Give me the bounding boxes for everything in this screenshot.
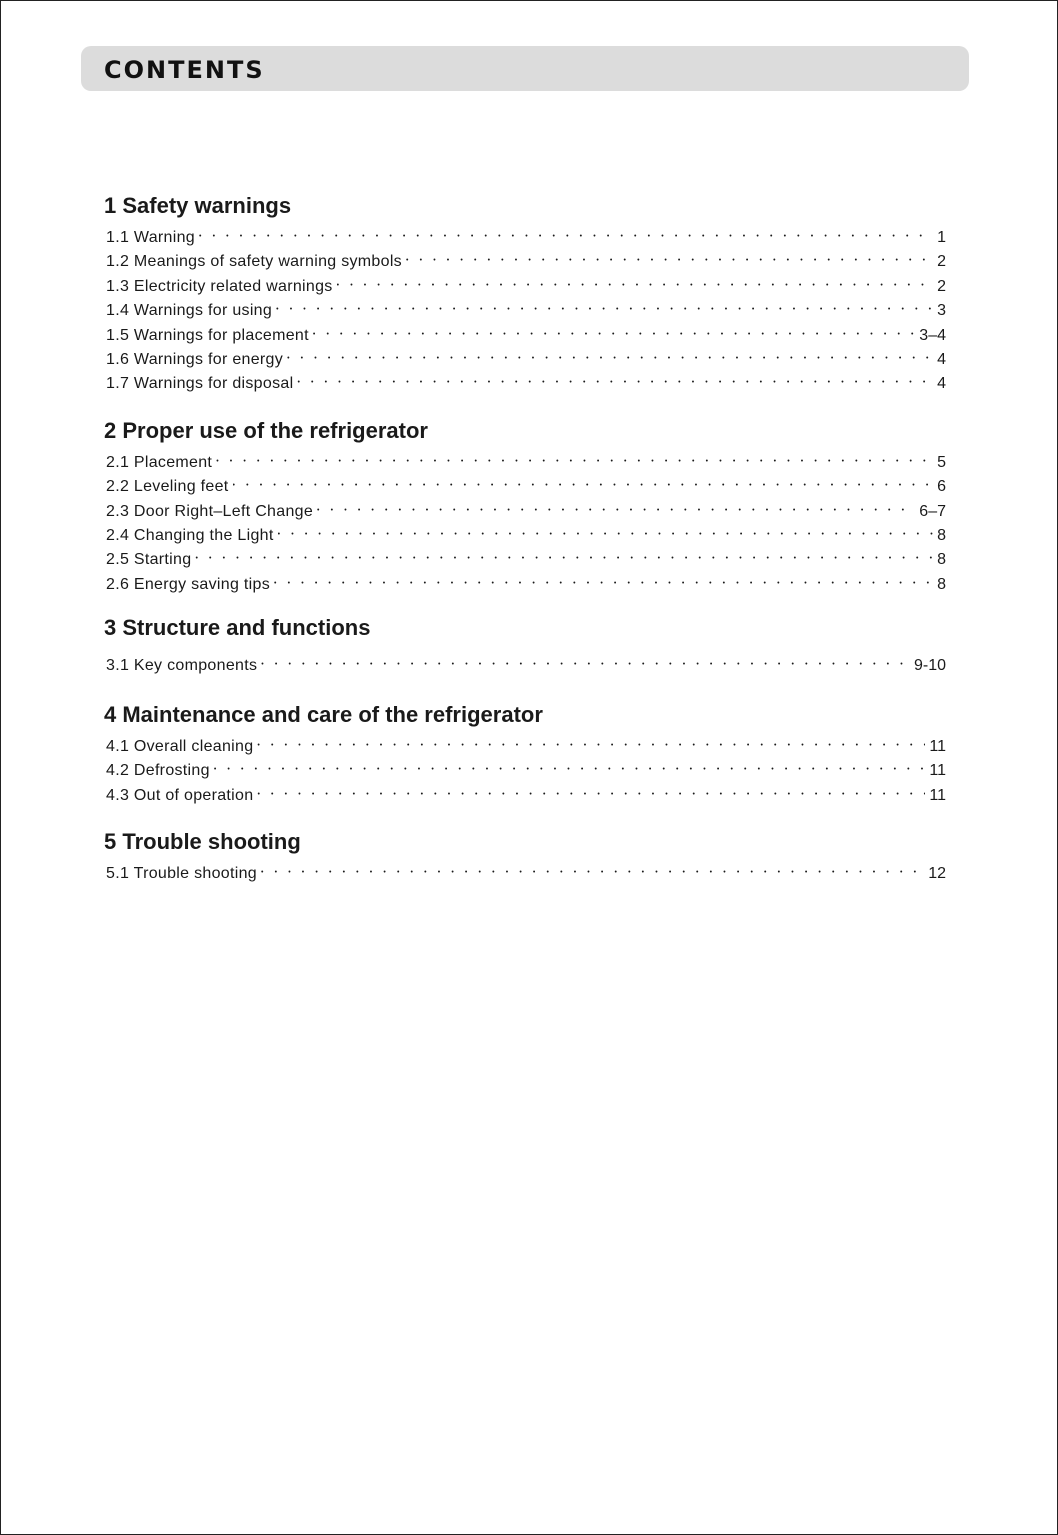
entry-page-number: 3–4 xyxy=(919,326,946,344)
entry-label: 1.3 Electricity related warnings xyxy=(106,277,333,295)
toc-entry[interactable] xyxy=(104,863,946,887)
dot-leader xyxy=(406,248,933,271)
entry-page-number: 11 xyxy=(929,786,946,804)
entry-page-number: 6–7 xyxy=(919,502,946,520)
entry-label: 4.1 Overall cleaning xyxy=(106,737,254,755)
dot-leader xyxy=(195,546,933,569)
toc-entry[interactable] xyxy=(104,785,946,809)
dot-leader xyxy=(199,224,933,247)
entry-page-number: 3 xyxy=(937,302,946,320)
entry-page-number: 8 xyxy=(937,551,946,569)
entry-label: 1.1 Warning xyxy=(106,229,195,246)
entry-label: 2.1 Placement xyxy=(106,453,213,471)
dot-leader xyxy=(297,370,933,393)
dot-leader xyxy=(317,498,915,521)
entry-page-number: 2 xyxy=(937,253,946,271)
entry-label: 1.5 Warnings for placement xyxy=(106,326,309,344)
dot-leader xyxy=(216,449,933,472)
entry-page-number: 8 xyxy=(937,575,946,593)
section-heading: 3 Structure and functions xyxy=(104,615,371,641)
entry-page-number: 5 xyxy=(937,453,946,471)
entry-label: 4.2 Defrosting xyxy=(106,762,210,780)
entry-page-number: 11 xyxy=(929,737,946,755)
entry-page-number: 1 xyxy=(937,229,946,246)
section-heading: 2 Proper use of the refrigerator xyxy=(104,417,428,443)
toc-entry[interactable] xyxy=(104,574,946,598)
dot-leader xyxy=(276,297,933,320)
entry-label: 1.4 Warnings for using xyxy=(106,302,273,320)
entry-label: 1.6 Warnings for energy xyxy=(106,351,284,369)
toc-section-maintenance xyxy=(104,700,946,809)
entry-page-number: 8 xyxy=(937,527,946,545)
entry-page-number: 9-10 xyxy=(913,657,946,675)
dot-leader xyxy=(233,473,934,496)
dot-leader xyxy=(278,522,933,545)
toc-section-proper-use xyxy=(104,416,946,598)
contents-header-bar xyxy=(81,46,969,91)
entry-list xyxy=(104,452,946,598)
entry-label: 2.3 Door Right–Left Change xyxy=(106,502,314,520)
toc-section-trouble-shooting xyxy=(104,827,946,887)
entry-label: 2.2 Leveling feet xyxy=(106,478,229,496)
dot-leader xyxy=(287,346,933,369)
entry-page-number: 11 xyxy=(929,762,946,780)
dot-leader xyxy=(337,273,934,296)
entry-list xyxy=(104,863,946,887)
entry-label: 3.1 Key components xyxy=(106,657,258,675)
entry-page-number: 4 xyxy=(937,375,946,393)
entry-label: 1.7 Warnings for disposal xyxy=(106,375,294,393)
entry-label: 1.2 Meanings of safety warning symbols xyxy=(106,253,402,271)
table-of-contents xyxy=(104,191,946,887)
section-heading: 5 Trouble shooting xyxy=(104,828,301,854)
entry-list xyxy=(104,227,946,398)
toc-section-structure xyxy=(104,613,946,679)
dot-leader xyxy=(214,757,926,780)
dot-leader xyxy=(261,860,924,883)
toc-section-safety-warnings xyxy=(104,191,946,398)
entry-label: 2.4 Changing the Light xyxy=(106,527,274,545)
entry-label: 2.5 Starting xyxy=(106,551,192,569)
dot-leader xyxy=(261,652,910,675)
dot-leader xyxy=(313,322,915,345)
section-heading: 4 Maintenance and care of the refrigerator xyxy=(104,701,543,727)
entry-label: 5.1 Trouble shooting xyxy=(106,864,257,882)
entry-label: 4.3 Out of operation xyxy=(106,786,254,804)
entry-list xyxy=(104,736,946,809)
section-heading: 1 Safety warnings xyxy=(104,193,292,218)
entry-page-number: 6 xyxy=(937,478,946,496)
entry-page-number: 2 xyxy=(937,277,946,295)
dot-leader xyxy=(257,733,925,756)
entry-page-number: 4 xyxy=(937,351,946,369)
entry-list xyxy=(104,655,946,679)
entry-page-number: 12 xyxy=(928,864,946,882)
dot-leader xyxy=(257,782,925,805)
toc-entry[interactable] xyxy=(104,655,946,679)
entry-label: 2.6 Energy saving tips xyxy=(106,575,271,593)
toc-entry[interactable] xyxy=(104,373,946,397)
dot-leader xyxy=(274,571,933,594)
page-title: CONTENTS xyxy=(104,56,265,84)
